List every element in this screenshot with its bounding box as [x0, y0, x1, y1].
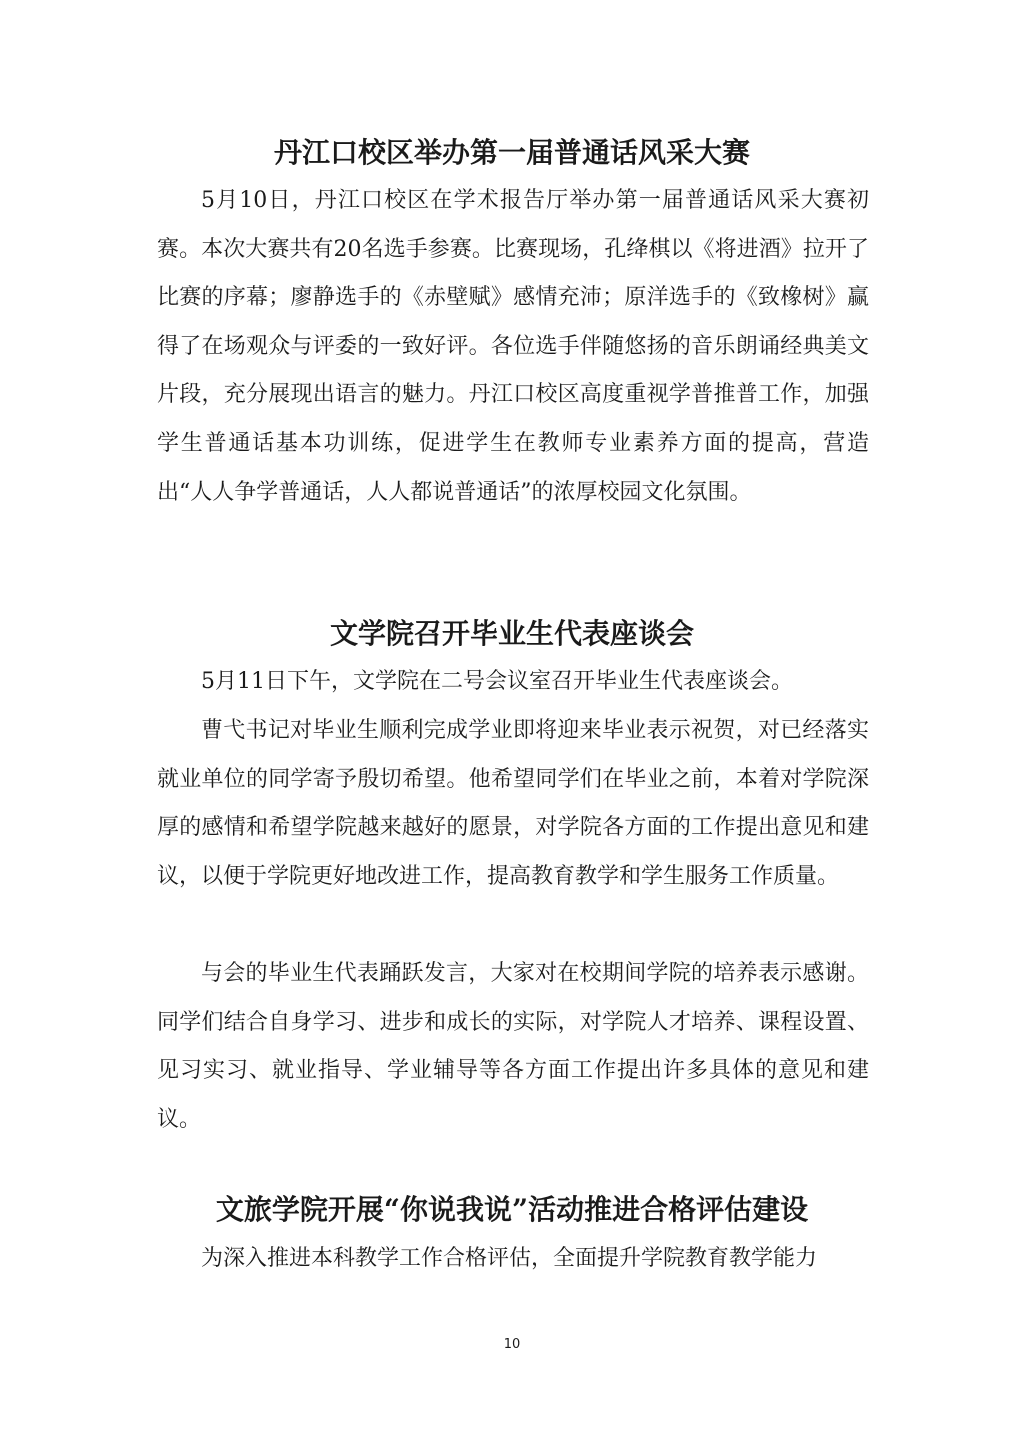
page-number: 10	[503, 1337, 521, 1352]
article-title: 文学院召开毕业生代表座谈会	[329, 617, 694, 650]
article-title: 丹江口校区举办第一届普通话风采大赛	[273, 136, 750, 169]
article-paragraph: 5月10日，丹江口校区在学术报告厅举办第一届普通话风采大赛初赛。本次大赛共有20名选手参赛。比赛现场，孔绛棋以《将进酒》拉开了比赛的序幕；廖静选手的《赤壁赋》感情充沛；原洋选手的《致橡树》赢得了在场观众与评委的一致好评。各位选手伴随悠扬的音乐朗诵经典美文片段，充分展现出语言的魅力。丹江口校区高度重视学普推普工作，加强学生普通话基本功训练，促进学生在教师专业素养方面的提高，营造出“人人争学普通话，人人都说普通话”的浓厚校园文化氛围。	[157, 188, 869, 505]
article-paragraph: 5月11日下午，文学院在二号会议室召开毕业生代表座谈会。	[201, 669, 793, 694]
article-title: 文旅学院开展“你说我说”活动推进合格评估建设	[215, 1193, 809, 1226]
article-paragraph: 与会的毕业生代表踊跃发言，大家对在校期间学院的培养表示感谢。同学们结合自身学习、进步和成长的实际，对学院人才培养、课程设置、见习实习、就业指导、学业辅导等各方面工作提出许多具体的意见和建议。	[157, 961, 869, 1132]
article-paragraph: 为深入推进本科教学工作合格评估，全面提升学院教育教学能力	[201, 1246, 818, 1271]
article-paragraph: 曹弋书记对毕业生顺利完成学业即将迎来毕业表示祝贺，对已经落实就业单位的同学寄予殷切希望。他希望同学们在毕业之前，本着对学院深厚的感情和希望学院越来越好的愿景，对学院各方面的工作提出意见和建议，以便于学院更好地改进工作，提高教育教学和学生服务工作质量。	[157, 718, 869, 889]
